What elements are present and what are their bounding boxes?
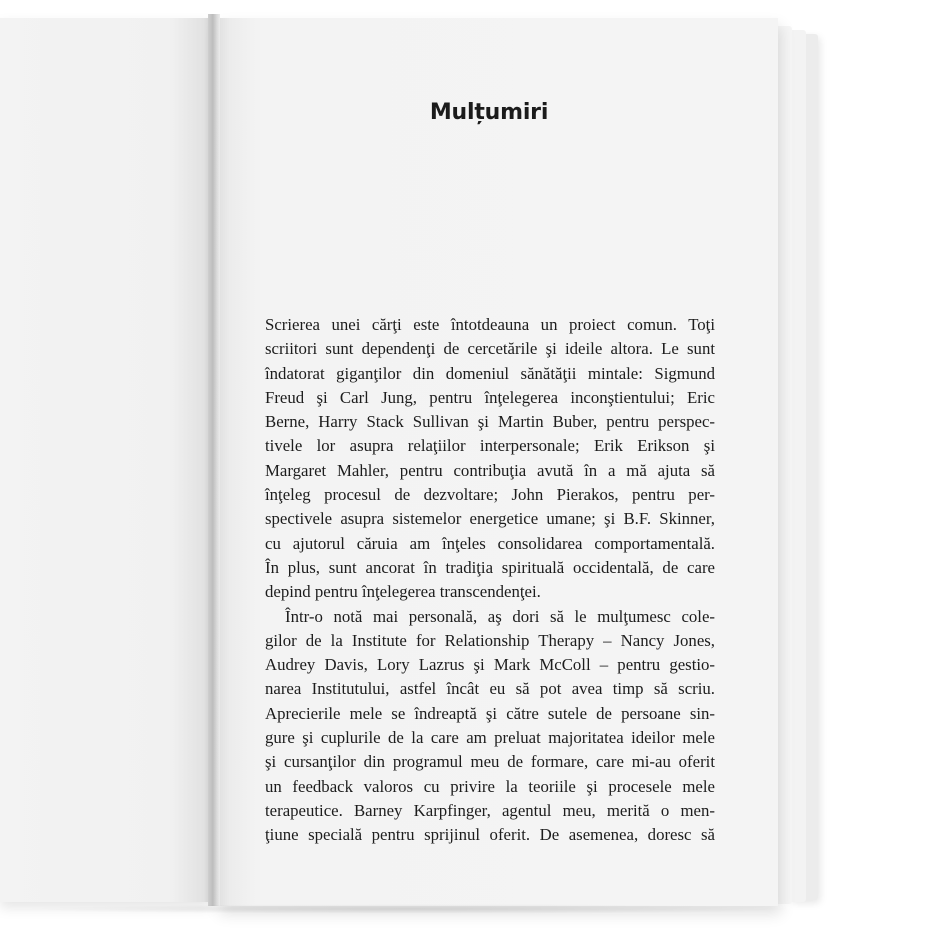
text-line: Berne, Harry Stack Sullivan şi Martin Buber, pentru perspec- xyxy=(265,412,715,432)
text-line: înţeleg procesul de dezvoltare; John Pierakos, pentru per- xyxy=(265,485,715,505)
text-line: Audrey Davis, Lory Lazrus şi Mark McColl – pentru gestio- xyxy=(265,655,715,675)
book-shadow xyxy=(20,904,800,914)
text-line: şi cursanţilor din programul meu de formare, care mi-au oferit xyxy=(265,752,715,772)
text-line: depind pentru înţelegerea transcendenţei. xyxy=(265,582,541,602)
text-line: un feedback valoros cu privire la teoriile şi procesele mele xyxy=(265,776,715,796)
text-line: narea Institutului, astfel încât eu să pot avea timp să scriu. xyxy=(265,679,715,699)
text-line: terapeutice. Barney Karpfinger, agentul meu, merită o men- xyxy=(265,800,715,820)
text-line: Aprecierile mele se îndreaptă şi către sutele de persoane sin- xyxy=(265,703,715,723)
page-edge xyxy=(776,26,792,904)
text-line: gilor de la Institute for Relationship Therapy – Nancy Jones, xyxy=(265,630,715,650)
text-line: Freud şi Carl Jung, pentru înţelegerea inconştientului; Eric xyxy=(265,387,715,407)
text-line: Într-o notă mai personală, aş dori să le mulţumesc cole- xyxy=(285,606,715,626)
text-line: Scrierea unei cărţi este întotdeauna un proiect comun. Toţi xyxy=(265,315,715,334)
text-line: În plus, sunt ancorat în tradiţia spirituală occidentală, de care xyxy=(265,557,715,577)
text-line: gure şi cuplurile de la care am preluat majoritatea ideilor mele xyxy=(265,728,715,748)
text-line: cu ajutorul căruia am înţeles consolidarea comportamentală. xyxy=(265,533,715,553)
page-title: Mulțumiri xyxy=(429,100,549,125)
body-text xyxy=(265,313,715,848)
text-line: îndatorat giganţilor din domeniul sănătăţii mintale: Sigmund xyxy=(265,363,715,383)
text-line: spectivele asupra sistemelor energetice umane; şi B.F. Skinner, xyxy=(265,509,715,529)
text-line: ţiune specială pentru sprijinul oferit. De asemenea, doresc să xyxy=(265,825,715,845)
text-line: Margaret Mahler, pentru contribuţia avută în a mă ajuta să xyxy=(265,460,715,480)
text-line: tivele lor asupra relaţiilor interpersonale; Erik Erikson şi xyxy=(265,436,715,456)
text-line: scriitori sunt dependenţi de cercetările şi ideile altora. Le sunt xyxy=(265,339,715,359)
book-gutter xyxy=(208,14,220,906)
left-page xyxy=(0,18,212,902)
